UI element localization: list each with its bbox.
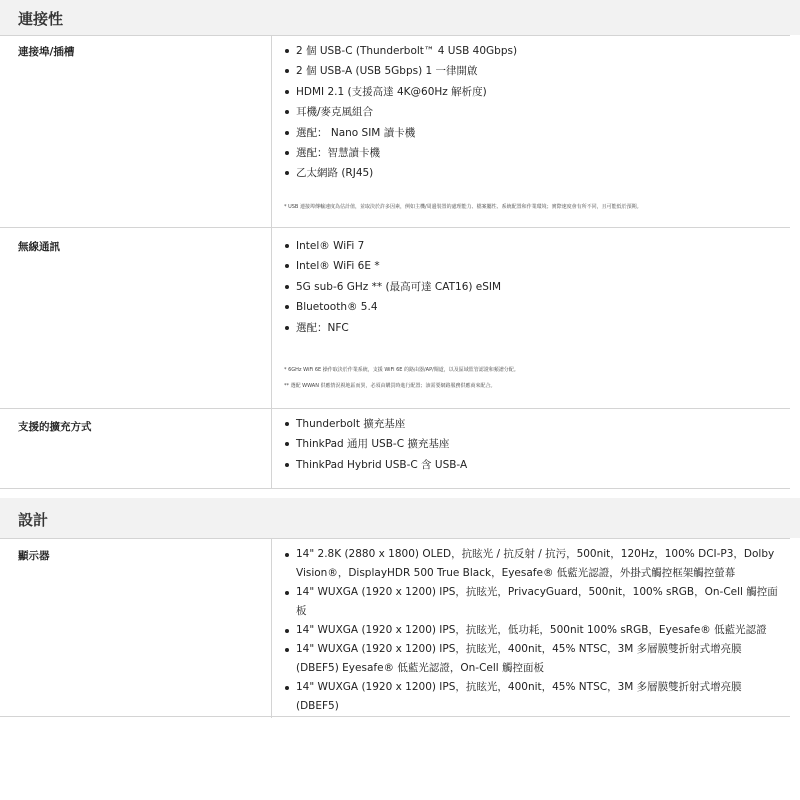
footnote: * USB 連接埠傳輸速度為估計值，並取決於許多因素，例如主機/周邊裝置的處理能力、檔案屬性、系統配置和作業環境；實際速度會有所不同，且可能低於預期。 [284, 204, 642, 210]
list-item: 14" WUXGA (1920 x 1200) IPS，抗眩光，PrivacyGuard，500nit，100% sRGB，On-Cell 觸控面板 [284, 583, 784, 621]
list-item: 乙太網路 (RJ45) [284, 163, 784, 183]
list-item: 2 個 USB-C (Thunderbolt™ 4 USB 40Gbps) [284, 41, 784, 61]
list-item: 耳機/麥克風組合 [284, 102, 784, 122]
list-item: 14" WUXGA (1920 x 1200) IPS，抗眩光，低功耗，500nit 100% sRGB，Eyesafe® 低藍光認證 [284, 621, 784, 640]
section-header-design [0, 498, 800, 538]
section-header-connectivity [0, 0, 800, 35]
divider [0, 35, 790, 36]
footnote: ** 選配 WWAN 供應情況視地區而異，必須由購買時進行配置；該需要網路服務供應商來配合。 [284, 383, 496, 389]
divider [0, 488, 790, 489]
list-item: 選配：智慧讀卡機 [284, 143, 784, 163]
section-title: 連接性 [18, 10, 64, 28]
row-label-wireless: 無線通訊 [18, 241, 60, 253]
list-item: ThinkPad 通用 USB-C 擴充基座 [284, 434, 784, 454]
divider [0, 538, 790, 539]
divider [0, 227, 790, 228]
list-item: Intel® WiFi 6E * [284, 256, 784, 276]
list-item: Intel® WiFi 7 [284, 236, 784, 256]
divider [0, 716, 790, 717]
list-item: Bluetooth® 5.4 [284, 297, 784, 317]
list-item: 5G sub-6 GHz ** (最高可達 CAT16) eSIM [284, 277, 784, 297]
expansion-list [284, 414, 784, 475]
divider [0, 408, 790, 409]
column-divider [271, 538, 272, 718]
list-item: ThinkPad Hybrid USB-C 含 USB-A [284, 455, 784, 475]
list-item: 14" 2.8K (2880 x 1800) OLED，抗眩光 / 抗反射 / 抗污，500nit，120Hz，100% DCI-P3，Dolby Vision®，DisplayHDR 500 True Black，Eyesafe® 低藍光認證，外掛式觸控框架觸控螢幕 [284, 545, 784, 583]
section-title: 設計 [18, 511, 49, 529]
display-list [284, 545, 784, 716]
column-divider [271, 35, 272, 488]
row-label-expansion: 支援的擴充方式 [18, 421, 92, 433]
list-item: 14" WUXGA (1920 x 1200) IPS，抗眩光，400nit，45% NTSC，3M 多層膜雙折射式增亮膜 (DBEF5) [284, 678, 784, 716]
list-item: 選配： Nano SIM 讀卡機 [284, 123, 784, 143]
list-item: 14" WUXGA (1920 x 1200) IPS，抗眩光，400nit，45% NTSC，3M 多層膜雙折射式增亮膜 (DBEF5) Eyesafe® 低藍光認證，On-Cell 觸控面板 [284, 640, 784, 678]
list-item: 選配：NFC [284, 318, 784, 338]
row-label-ports: 連接埠/插槽 [18, 46, 75, 58]
list-item: Thunderbolt 擴充基座 [284, 414, 784, 434]
wireless-list [284, 236, 784, 338]
footnote: * 6GHz WiFi 6E 操作取決於作業系統，支援 WiFi 6E 的路由器/AP/閘道，以及區域監管認證和頻譜分配。 [284, 367, 519, 373]
row-label-display: 顯示器 [18, 550, 50, 562]
list-item: 2 個 USB-A (USB 5Gbps) 1 一律開啟 [284, 61, 784, 81]
ports-list [284, 41, 784, 184]
list-item: HDMI 2.1 (支援高達 4K@60Hz 解析度) [284, 82, 784, 102]
